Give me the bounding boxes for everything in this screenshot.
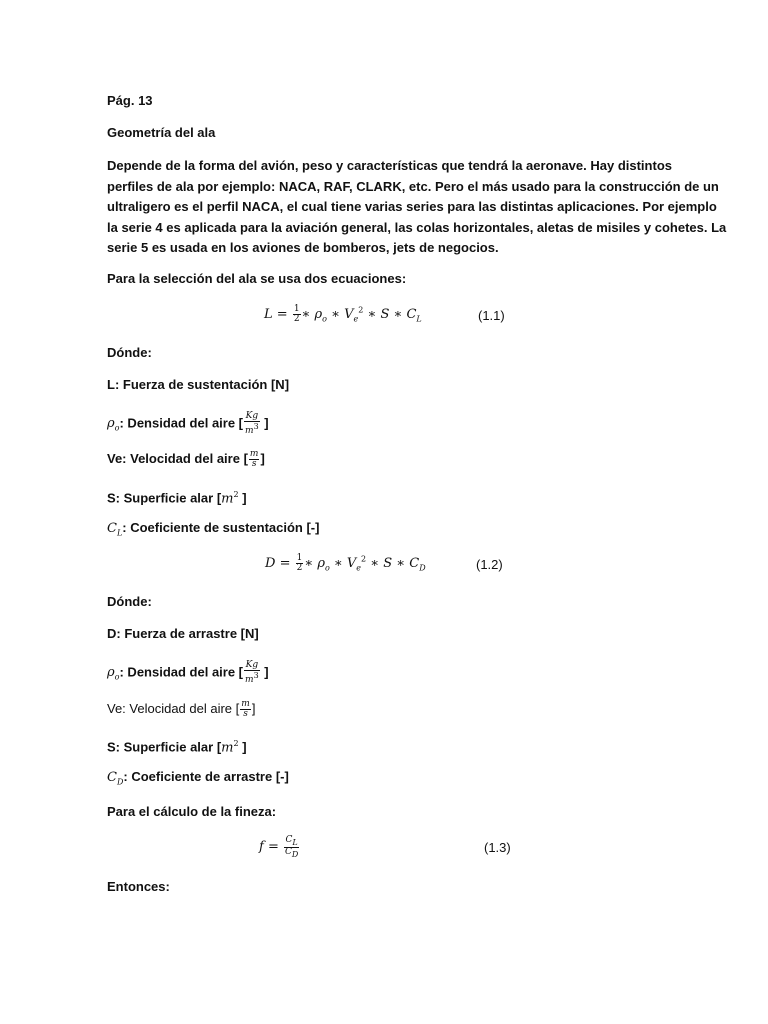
equation-number: (1.3)	[484, 840, 511, 855]
page-label: Pág. 13	[107, 93, 153, 108]
paragraph-line: perfiles de ala por ejemplo: NACA, RAF, CLARK, etc. Pero el más usado para la construcción de un	[107, 178, 719, 194]
wing-area-definition: S: Superficie alar [$m^2$ ]	[107, 490, 247, 507]
equation-number: (1.1)	[478, 308, 505, 323]
intro-paragraph	[107, 156, 727, 259]
fineness-intro: Para el cálculo de la fineza:	[107, 804, 277, 819]
lift-definition: L: Fuerza de sustentación [N]	[107, 377, 290, 392]
fineness-equation: f = $\frac{C_L}{C_D}$	[259, 835, 299, 859]
paragraph-line: serie 5 es usada en los aviones de bomberos, jets de negocios.	[107, 240, 499, 255]
paragraph-line: la serie 4 es aplicada para la aviación general, las colas horizontales, aletas de misiles y cohetes. La	[107, 219, 727, 235]
lift-equation: L = $\frac{1}{2}$ ∗ $\rho_o$ ∗ $V_e^2$ ∗ S ∗ $C_L$	[264, 304, 422, 324]
air-velocity-definition: Ve: Velocidad del aire [ $\frac{m}{s}$ ]	[107, 449, 265, 469]
air-density-definition: $\rho_o$: Densidad del aire [ $\frac{Kg}{m^3}$ ]	[107, 411, 269, 436]
equation-number: (1.2)	[476, 557, 503, 572]
air-density-definition: $\rho_o$: Densidad del aire [ $\frac{Kg}{m^3}$ ]	[107, 660, 269, 685]
drag-definition: D: Fuerza de arrastre [N]	[107, 626, 259, 641]
wing-area-definition: S: Superficie alar [$m^2$ ]	[107, 739, 247, 756]
air-velocity-definition: Ve: Velocidad del aire [ $\frac{m}{s}$ ]	[107, 699, 256, 719]
where-label: Dónde:	[107, 345, 152, 360]
section-heading: Geometría del ala	[107, 125, 216, 140]
drag-equation: D = $\frac{1}{2}$ ∗ $\rho_o$ ∗ $V_e^2$ ∗ S ∗ $C_D$	[265, 553, 426, 573]
paragraph-line: Depende de la forma del avión, peso y características que tendrá la aeronave. Hay distintos	[107, 158, 672, 173]
then-label: Entonces:	[107, 879, 170, 894]
equations-intro: Para la selección del ala se usa dos ecuaciones:	[107, 271, 407, 286]
paragraph-line: ultraligero es el perfil NACA, el cual tiene varias series para las distintas aplicaciones. Por ejemplo	[107, 199, 717, 214]
lift-coefficient-definition: $C_L$: Coeficiente de sustentación [-]	[107, 520, 320, 538]
drag-coefficient-definition: $C_D$: Coeficiente de arrastre [-]	[107, 769, 289, 787]
where-label: Dónde:	[107, 594, 152, 609]
